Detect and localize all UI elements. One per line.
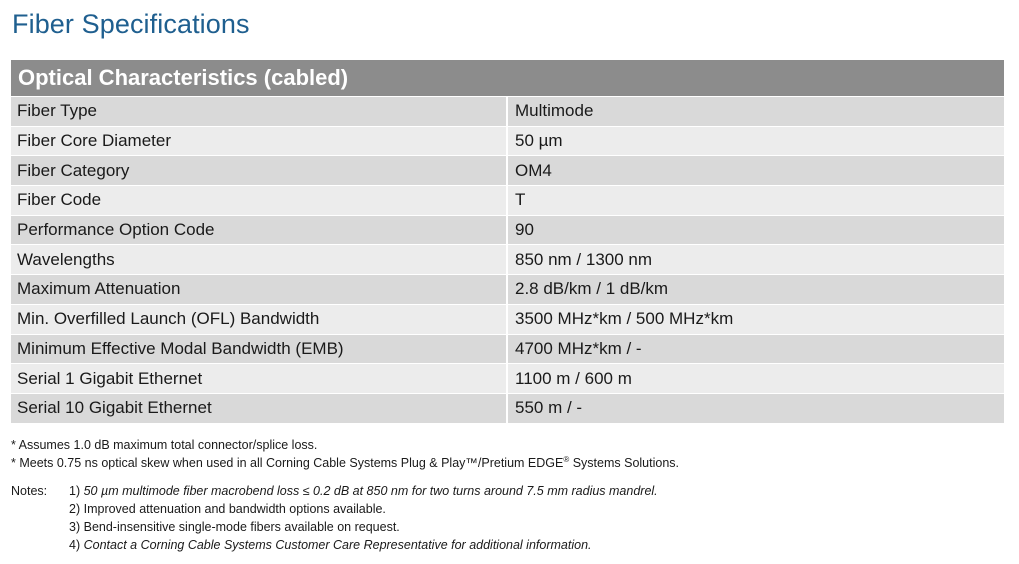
row-label: Wavelengths bbox=[11, 245, 508, 274]
list-item bbox=[69, 518, 658, 536]
row-value: Multimode bbox=[515, 101, 594, 121]
table-row bbox=[11, 126, 1004, 156]
footnote-connector-loss: * Assumes 1.0 dB maximum total connector/splice loss. bbox=[11, 438, 318, 452]
footnote-text: * Meets 0.75 ns optical skew when used in all Corning Cable Systems Plug & Play™/Pretium EDGE bbox=[11, 456, 564, 470]
footnote-text-end: Systems Solutions. bbox=[569, 456, 680, 470]
note-text: Improved attenuation and bandwidth options available. bbox=[83, 502, 386, 516]
registered-mark: ® bbox=[563, 454, 570, 464]
note-text: Contact a Corning Cable Systems Customer Care Representative for additional information. bbox=[83, 538, 592, 552]
row-value: T bbox=[515, 190, 526, 210]
row-label: Min. Overfilled Launch (OFL) Bandwidth bbox=[11, 305, 508, 334]
row-value: 3500 MHz*km / 500 MHz*km bbox=[515, 309, 734, 329]
table-row bbox=[11, 155, 1004, 185]
note-number: 4) bbox=[69, 538, 81, 552]
row-label: Fiber Core Diameter bbox=[11, 127, 508, 156]
row-value: 850 nm / 1300 nm bbox=[515, 249, 653, 269]
table-header: Optical Characteristics (cabled) bbox=[11, 60, 1004, 96]
row-label: Performance Option Code bbox=[11, 216, 508, 245]
row-label: Minimum Effective Modal Bandwidth (EMB) bbox=[11, 335, 508, 364]
page-title: Fiber Specifications bbox=[12, 9, 250, 39]
table-row bbox=[11, 244, 1004, 274]
table-row bbox=[11, 393, 1004, 423]
row-label: Fiber Category bbox=[11, 156, 508, 185]
row-value: 550 m / - bbox=[515, 398, 583, 418]
notes-label: Notes: bbox=[11, 484, 48, 498]
row-label: Maximum Attenuation bbox=[11, 275, 508, 304]
table-row bbox=[11, 96, 1004, 126]
list-item bbox=[69, 500, 658, 518]
row-value: 2.8 dB/km / 1 dB/km bbox=[515, 279, 669, 299]
table-row bbox=[11, 363, 1004, 393]
note-number: 3) bbox=[69, 520, 81, 534]
row-label: Fiber Type bbox=[11, 97, 508, 126]
table-row bbox=[11, 334, 1004, 364]
table-row bbox=[11, 274, 1004, 304]
footnote-optical-skew bbox=[11, 454, 679, 472]
table-row bbox=[11, 185, 1004, 215]
list-item bbox=[69, 482, 658, 500]
optical-characteristics-table bbox=[11, 60, 1004, 423]
row-label: Fiber Code bbox=[11, 186, 508, 215]
note-number: 1) bbox=[69, 484, 81, 498]
row-value: OM4 bbox=[515, 160, 552, 180]
note-number: 2) bbox=[69, 502, 81, 516]
notes-list bbox=[69, 482, 658, 554]
footnotes bbox=[11, 436, 679, 472]
row-value: 4700 MHz*km / - bbox=[515, 338, 642, 358]
note-text: 50 µm multimode fiber macrobend loss ≤ 0.2 dB at 850 nm for two turns around 7.5 mm radius mandrel. bbox=[83, 484, 658, 498]
row-value: 90 bbox=[515, 220, 534, 240]
row-value: 1100 m / 600 m bbox=[515, 368, 632, 388]
notes-section bbox=[11, 482, 658, 554]
row-label: Serial 1 Gigabit Ethernet bbox=[11, 364, 508, 393]
list-item bbox=[69, 536, 658, 554]
note-text: Bend-insensitive single-mode fibers available on request. bbox=[83, 520, 400, 534]
table-row bbox=[11, 215, 1004, 245]
table-row bbox=[11, 304, 1004, 334]
row-label: Serial 10 Gigabit Ethernet bbox=[11, 394, 508, 423]
row-value: 50 µm bbox=[515, 131, 563, 151]
